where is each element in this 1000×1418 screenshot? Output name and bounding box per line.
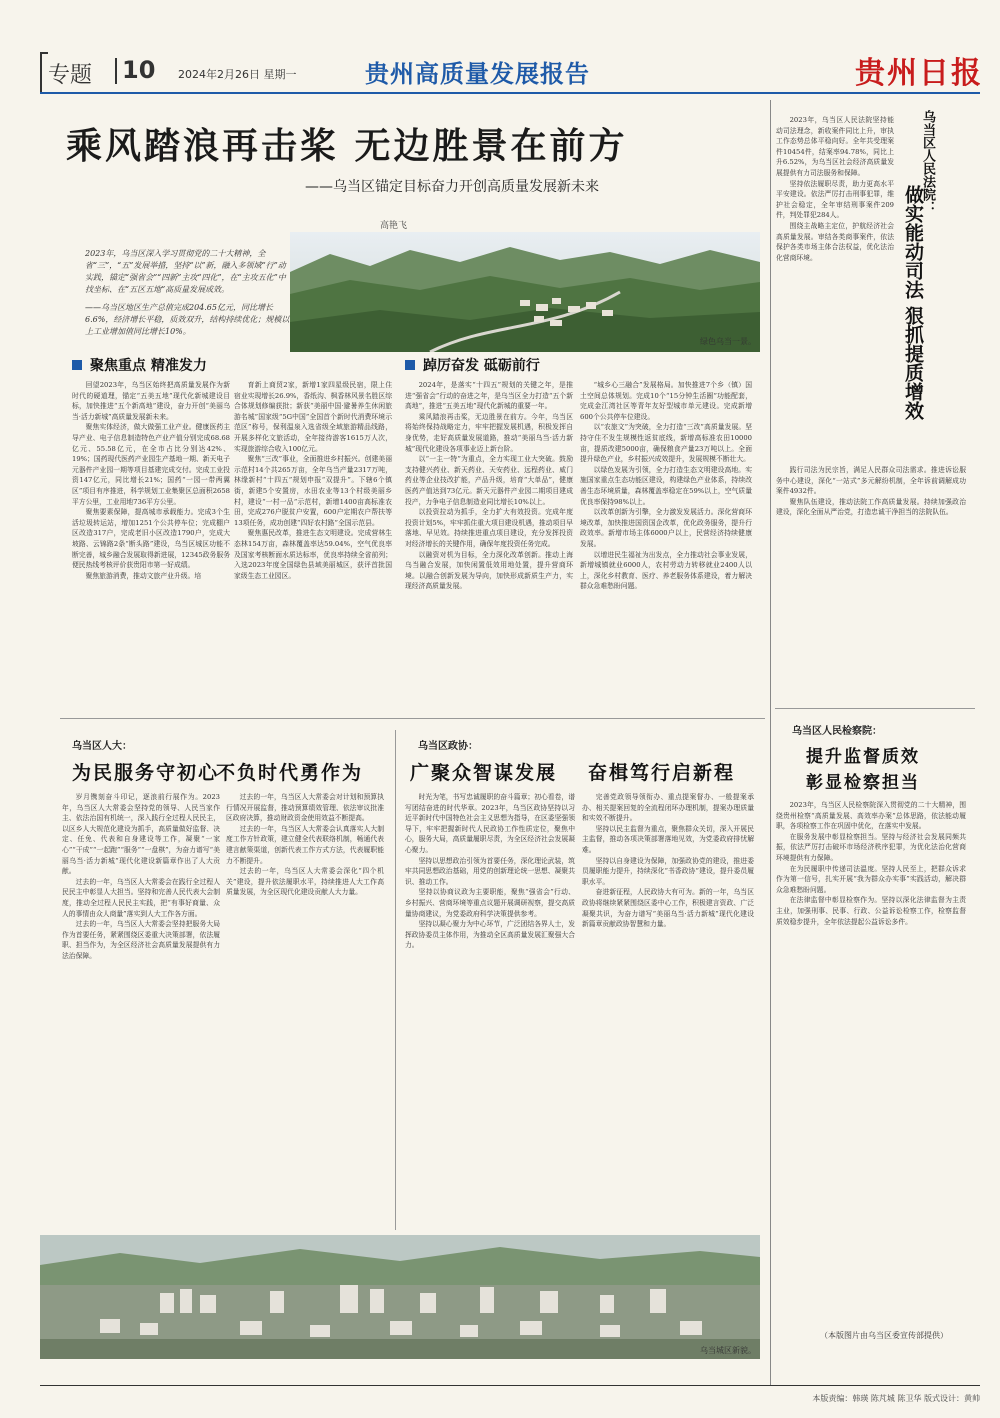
page-number: 10 [122, 56, 156, 84]
right-panel-rule [770, 100, 771, 1385]
headline: 乘风踏浪再击桨 无边胜景在前方 [66, 126, 628, 167]
section1-column-1: 回望2023年，乌当区始终把高质量发展作为新时代的硬道理，锚定“五美五地”现代化新城建设目标，加快推进“五个新高地”建设，奋力开创“美丽乌当·活力新城”高质量发展新未来。 聚焦实体经济，做大做强工业产业。健康医药主导产业、电子信息制造特色产业产值分别完成68.68亿元、55.58亿元，在全市占比分别达42%、19%；国药现代医药产业园生产基地一期、新天电子元器件产业园一期等项目基建完成交付。完成工业投资147亿元，同比增长21%；国药“一园一带两翼区”项目有序推进，科学规划工业集聚区总面积2658平方公里，工业用地736平方公里。 聚焦要素保障，提高城市承载能力。完成3个生活垃圾转运站，增加1251个公共停车位；完成棚户区改造317户，完成老旧小区改造1790户，完成大坡路、云锦路2条“断头路”建设，乌当区城区功能不断完善，城乡融合发展取得新进展，12345政务服务便民热线考核评价获贵阳市第一好成绩。 聚焦旅游消费，推动文旅产业升级。培 [72, 381, 230, 580]
npc-column-2: 过去的一年，乌当区人大常委会对计划和预算执行情况开展监督，推动预算绩效管理、依法审议批准区政府决算，推动财政资金使用效益不断提高。 过去的一年，乌当区人大常委会认真落实人大制度工作方针政策，建立健全代表联络机制，畅通代表建言献策渠道，创新代表工作方式方法，代表履职能力不断提升。 过去的一年，乌当区人大常委会深化“四个机关”建设，提升依法履职水平，持续推进人大工作高质量发展，为全区现代化建设贡献人大力量。 [226, 793, 384, 897]
intro-paragraph: ——乌当区地区生产总值完成204.65亿元，同比增长6.6%，经济增长平稳，质效双升，结构持续优化；规模以上工业增加值同比增长10%。 [85, 303, 290, 336]
lead-intro [85, 248, 290, 344]
subheadline: ——乌当区锚定目标奋力开创高质量发展新未来 [305, 179, 599, 195]
npc-title-b: 不负时代勇作为 [216, 762, 364, 784]
section-heading-forward: 踔厉奋发 砥砺前行 [405, 355, 540, 375]
paper-logo: 贵州日报 [855, 56, 983, 91]
square-bullet-icon [405, 360, 415, 370]
section2-column-2: “城乡心三融合”发展格局。加快推进7个乡（镇）国土空间总体规划。完成10个“15分钟生活圈”功能配套，完成金江湾社区等青年友好型城市单元建设。完成新增600个公共停车位建设。 以“农旅文”为突破，全力打造“三改”高质量发展。坚持守住不发生规模性返贫底线，新增高标准农田10000亩，提质改建5000亩，确保粮食产量23万吨以上。全面提升绿色产业，乡村振兴成效提升，发展规模不断壮大。 以绿色发展为引领，全力打造生态文明建设高地。实施国家重点生态功能区建设，构建绿色产业体系，持续改善生态环境质量，森林覆盖率稳定在59%以上，空气质量优良率保持98%以上。 以改革创新为引擎，全力激发发展活力。深化营商环境改革，加快推进国资国企改革，优化政务服务，提升行政效率。新增市场主体6000户以上，民营经济持续健康发展。 以增进民生福祉为出发点，全力推动社会事业发展，新增城镇就业6000人，农村劳动力转移就业2400人以上，深化乡村教育、医疗、养老服务体系建设，着力解决群众急难愁盼问题。 [580, 381, 752, 591]
court-column-top: 2023年，乌当区人民法院坚持能动司法理念，新收案件同比上升，审执工作态势总体平稳向好。全年共受理案件10454件，结案率94.78%，同比上升6.52%，为乌当区社会经济高质量发展提供有力司法服务和保障。 坚持依法履职尽责，助力更高水平平安建设。依法严厉打击刑事犯罪，维护社会稳定，全年审结刑事案件209件，判处罪犯284人。 围绕主战略主定位，护航经济社会高质量发展。审结各类商事案件，依法保护各类市场主体合法权益，优化法治化营商环境。 [776, 116, 894, 262]
npc-column-1: 岁月镌刻奋斗印记，逐浪前行展作为。2023年，乌当区人大常委会坚持党的领导、人民当家作主、依法治国有机统一，深入践行全过程人民民主，以区乡人大规范化建设为抓手，高质量做好监督、决定、任免、代表和自身建设等工作，凝聚“一家心”“干成”“一起跑”“服务”“一盘棋”，为奋力谱写“美丽乌当·活力新城”现代化建设新篇章作出了人大贡献。 过去的一年，乌当区人大常委会在践行全过程人民民主中彰显人大担当。坚持和完善人民代表大会制度，推动全过程人民民主实践，把“有事好商量、众人的事情由众人商量”落实到人大工作各方面。 过去的一年，乌当区人大常委会坚持把服务大局作为首要任务，紧紧围绕区委重大决策部署，依法履职、担当作为，为全区经济社会高质量发展提供有力法治保障。 [62, 793, 220, 960]
footer-rule [40, 1385, 980, 1386]
cppcc-column-1: 时光为笔，书写忠诚履职的奋斗篇章；初心看卷，谱写团结奋进的时代华章。2023年，乌当区政协坚持以习近平新时代中国特色社会主义思想为指导，在区委坚强领导下，牢牢把握新时代人民政协工作性质定位，聚焦中心，服务大局，高质量履职尽责，为全区经济社会发展凝心聚力。 坚持以思想政治引领为首要任务，深化理论武装，筑牢共同思想政治基础，用党的创新理论统一思想、凝聚共识、推动工作。 坚持以协商议政为主要职能，聚焦“强省会”行动、乡村振兴、营商环境等重点议题开展调研视察，提交高质量协商建议，为党委政府科学决策提供参考。 坚持以凝心聚力为中心环节，广泛团结各界人士，发挥政协委员主体作用，为推动全区高质量发展汇聚强大合力。 [405, 793, 575, 950]
cppcc-title-a: 广聚众智谋发展 [410, 762, 558, 784]
byline: 高艳飞 [380, 221, 408, 231]
procuratorate-column: 2023年，乌当区人民检察院深入贯彻党的二十大精神，围绕贵州检察“高质量发展、高效率办案”总体思路，依法能动履职，各项检察工作在巩固中优化，在落实中发展。 在服务发展中彰显检察担当。坚持与经济社会发展同频共振，依法严厉打击破坏市场经济秩序犯罪，为优化法治化营商环境提供有力保障。 在为民履职中传递司法温度。坚持人民至上，把群众诉求作为第一信号，扎实开展“我为群众办实事”实践活动，解决群众急难愁盼问题。 在法律监督中彰显检察作为。坚持以深化法律监督为主责主业，加强刑事、民事、行政、公益诉讼检察工作，检察监督质效稳步提升，全年依法提起公益诉讼多件。 [776, 801, 966, 926]
column-rule [395, 730, 396, 1230]
panel-divider [775, 708, 975, 709]
square-bullet-icon [72, 360, 82, 370]
court-column-bottom: 践行司法为民宗旨，满足人民群众司法需求。推进诉讼服务中心建设，深化“一站式”多元解纷机制，全年诉前调解成功案件4932件。 聚焦队伍建设，推动法院工作高质量发展。持续加强政治建设，深化全面从严治党，打造忠诚干净担当的法院队伍。 [776, 466, 966, 517]
divider [115, 58, 117, 84]
masthead-rule [40, 92, 980, 94]
cppcc-org-label: 乌当区政协： [418, 741, 478, 752]
editor-credits: 本版责编：韩瑛 陈芃城 陈卫华 版式设计：黄帅 [812, 1394, 980, 1403]
court-title: 做实能动司法 狠抓提质增效 [902, 185, 924, 420]
city-photo [40, 1235, 760, 1359]
procuratorate-org-label: 乌当区人民检察院： [792, 726, 882, 737]
issue-date: 2024年2月26日 星期一 [178, 68, 297, 81]
report-title: 贵州高质量发展报告 [365, 60, 590, 88]
cppcc-column-2: 完善党政领导领衔办、重点提案督办、一般提案承办、相关提案回复的全流程闭环办理机制，提案办理质量和实效不断提升。 坚持以民主监督为重点，聚焦群众关切，深入开展民主监督，推动各项决策部署落地见效，为党委政府排忧解难。 坚持以自身建设为保障，加强政协党的建设，推进委员履职能力提升，持续深化“书香政协”建设，提升委员履职水平。 奋进新征程，人民政协大有可为。新的一年，乌当区政协将继续紧紧围绕区委中心工作，积极建言资政、广泛凝聚共识，为奋力谱写“美丽乌当·活力新城”现代化建设新篇章贡献政协智慧和力量。 [582, 793, 754, 929]
city-photo-caption: 乌当城区新貌。 [700, 1346, 756, 1355]
lead-photo [290, 232, 760, 352]
npc-org-label: 乌当区人大： [72, 741, 132, 752]
section-divider [60, 718, 765, 719]
lead-photo-caption: 绿色乌当一景。 [700, 337, 756, 346]
court-org-label: 乌当区人民法院： [920, 110, 935, 214]
npc-title-a: 为民服务守初心 [72, 762, 220, 784]
section-label: 专题 [48, 63, 93, 88]
masthead-bracket [40, 52, 48, 92]
intro-paragraph: 2023年，乌当区深入学习贯彻党的二十大精神，全省“三”，“五”发展举措，坚持“以”新，融入多领域“行”动实践，锚定“强省会”“四新”主攻“四化”，在“主攻五化”中找坐标、在“五区五地”高质量发展成效。 [85, 249, 286, 294]
section2-column-1: 2024年，是落实“十四五”规划的关键之年，是推进“强省会”行动的奋进之年，是乌当区全力打造“五个新高地”，推进“五美五地”现代化新城的重要一年。 乘风踏浪再击桨，无边胜景在前方。今年，乌当区将始终保持战略定力，牢牢把握发展机遇，积极发挥自身优势，走好高质量发展道路，推动“美丽乌当·活力新城”现代化建设各项事业迈上新台阶。 以“一主一特”为重点，全力实现工业大突破。鼓励支持健兴药业、新天药业、天安药业、远程药业、威门药业等企业技改扩能，产品升级，培育“大单品”，健康医药产值达到73亿元。新天元器件产业园二期项目建成投产，力争电子信息制造业同比增长10%以上。 以投资拉动为抓手，全力扩大有效投资。完成年度投资计划5%，牢牢抓住重大项目建设机遇，推动项目早落地、早见效。持续推进重点项目建设，充分发挥投资对经济增长的关键作用，确保年度投资任务完成。 以融资对机为目标，全力深化改革创新。推动上海乌当融合发展，加快闲置低效用地处置，提升营商环境。以融合创新发展为导向，加快形成新质生产力，实现经济高质量发展。 [405, 381, 573, 591]
section-heading-focus: 聚焦重点 精准发力 [72, 355, 207, 375]
procuratorate-title-a: 提升监督质效 [806, 747, 920, 767]
procuratorate-title-b: 彰显检察担当 [806, 773, 920, 793]
photo-credit: （本版图片由乌当区委宣传部提供） [820, 1331, 948, 1340]
section1-column-2: 育新上商贸2家，新增1家四星级民宿，限上住宿业实现增长26.9%，香纸沟、枫香林风景名胜区综合体规划修编获批；新获“美丽中国·避暑养生休闲旅游名城”国家级“5G中国”全国首个新时代消费环境示范区”称号，保利温泉入选省级全域旅游精品线路，开展多样化文旅活动，全年接待游客1615万人次，实现旅游综合收入100亿元。 聚焦“三改”事业，全面推进乡村振兴。创建美丽示范村14个共265万亩，全年乌当产量2317万吨，林缘新村“十四五”规划申报“双提升”。下辖6个镇街，新建5个安置房，水田农业等13个村级美丽乡村，建设“一村一品”示范村，新增1400亩高标准农田，完成276户脱贫户安置，600户定期农户帮扶等13项任务，成功创建“四好农村路”全国示范县。 聚焦惠民改革，推进生态文明建设。完成营林生态林154万亩，森林覆盖率达59.04%，空气优良率及国家考核断面水质达标率，优良率持续全省前列；入选2023年度全国绿色县域美丽城区，获评首批国家级生态工业园区。 [234, 381, 392, 580]
cppcc-title-b: 奋楫笃行启新程 [588, 762, 736, 784]
